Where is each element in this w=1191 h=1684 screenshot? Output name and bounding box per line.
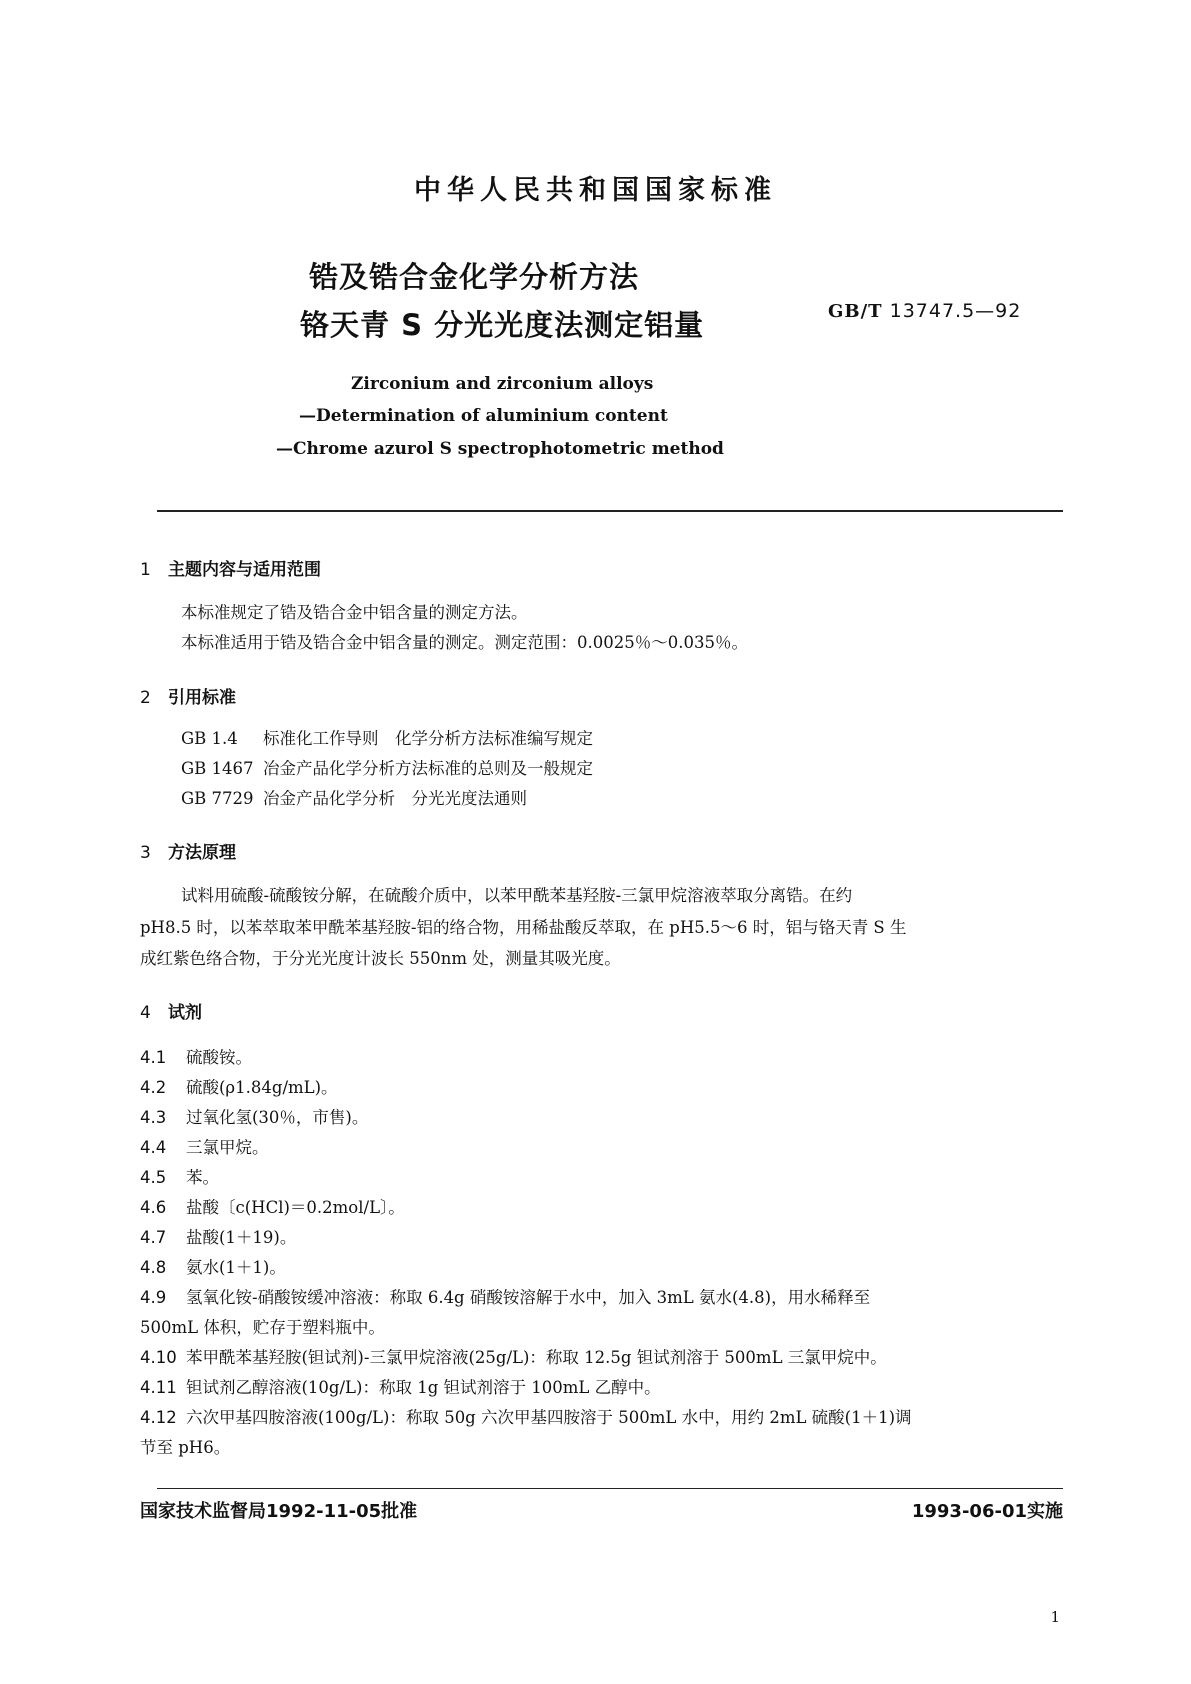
- section-number: 1: [140, 560, 151, 580]
- reference-title: 标准化工作导则 化学分析方法标准编写规定: [263, 729, 593, 748]
- reagent-item: [140, 1284, 870, 1308]
- header-divider: [157, 510, 1063, 512]
- reagent-text: 氨水(1＋1)。: [186, 1258, 286, 1277]
- section-number: 3: [140, 843, 151, 863]
- reagent-text: 盐酸〔c(HCl)＝0.2mol/L〕。: [186, 1198, 405, 1217]
- section-3-line: 试料用硫酸-硫酸铵分解，在硫酸介质中，以苯甲酰苯基羟胺-三氯甲烷溶液萃取分离锆。在约: [181, 886, 853, 905]
- section-title: 试剂: [168, 1003, 202, 1023]
- reagent-text: 六次甲基四胺溶液(100g/L)：称取 50g 六次甲基四胺溶于 500mL 水中，用约 2mL 硫酸(1＋1)调: [186, 1408, 912, 1427]
- section-number: 2: [140, 688, 151, 708]
- reagent-item: [140, 1254, 286, 1278]
- section-3-heading: [140, 838, 236, 863]
- reagent-continuation: 500mL 体积，贮存于塑料瓶中。: [140, 1318, 385, 1337]
- section-3-line: 成红紫色络合物，于分光光度计波长 550nm 处，测量其吸光度。: [140, 949, 621, 968]
- reference-code: GB 1.4: [181, 729, 238, 748]
- reagent-number: 4.6: [140, 1198, 167, 1217]
- reference-code: GB 1467: [181, 759, 254, 778]
- section-4-heading: [140, 998, 202, 1023]
- english-title-line2: —Determination of aluminium content: [299, 406, 668, 426]
- reagent-item: [140, 1344, 887, 1368]
- reagent-number: 4.5: [140, 1168, 167, 1187]
- reagent-number: 4.11: [140, 1378, 177, 1397]
- section-1-paragraph: 本标准适用于锆及锆合金中铝含量的测定。测定范围：0.0025％～0.035％。: [181, 633, 748, 652]
- reagent-item: [140, 1374, 661, 1398]
- reagent-number: 4.2: [140, 1078, 167, 1097]
- reference-row: [181, 729, 593, 749]
- reagent-text: 硫酸(ρ1.84g/mL)。: [186, 1078, 338, 1097]
- reagent-number: 4.9: [140, 1288, 167, 1307]
- reagent-number: 4.1: [140, 1048, 167, 1067]
- reagent-text: 苯甲酰苯基羟胺(钽试剂)-三氯甲烷溶液(25g/L)：称取 12.5g 钽试剂溶于 500mL 三氯甲烷中。: [186, 1348, 887, 1367]
- standard-code-prefix: GB/T: [828, 301, 883, 322]
- section-2-heading: [140, 683, 236, 708]
- page-number: 1: [1050, 1608, 1060, 1626]
- reagent-item: [140, 1224, 296, 1248]
- reference-title: 冶金产品化学分析 分光光度法通则: [263, 789, 527, 808]
- english-title-line1: Zirconium and zirconium alloys: [351, 374, 654, 394]
- reagent-text: 钽试剂乙醇溶液(10g/L)：称取 1g 钽试剂溶于 100mL 乙醇中。: [186, 1378, 661, 1397]
- reagent-text: 过氧化氢(30％，市售)。: [186, 1108, 369, 1127]
- implementation-date: 1993-06-01实施: [911, 1501, 1063, 1522]
- english-title-line3: —Chrome azurol S spectrophotometric method: [276, 439, 724, 459]
- reference-title: 冶金产品化学分析方法标准的总则及一般规定: [263, 759, 593, 778]
- section-1-paragraph: 本标准规定了锆及锆合金中铝含量的测定方法。: [181, 603, 528, 622]
- reagent-item: [140, 1134, 269, 1158]
- reagent-number: 4.12: [140, 1408, 177, 1427]
- reagent-number: 4.3: [140, 1108, 167, 1127]
- footer-divider: [157, 1488, 1063, 1489]
- standard-code: [828, 300, 1021, 322]
- reagent-number: 4.7: [140, 1228, 167, 1247]
- reagent-text: 三氯甲烷。: [186, 1138, 269, 1157]
- standard-code-number: 13747.5—92: [889, 300, 1022, 322]
- reagent-number: 4.4: [140, 1138, 167, 1157]
- reference-row: [181, 759, 593, 779]
- reagent-continuation: 节至 pH6。: [140, 1438, 231, 1457]
- reagent-number: 4.8: [140, 1258, 167, 1277]
- reagent-item: [140, 1164, 219, 1188]
- reagent-text: 盐酸(1＋19)。: [186, 1228, 297, 1247]
- reference-row: [181, 789, 527, 809]
- section-title: 主题内容与适用范围: [168, 560, 321, 580]
- reagent-item: [140, 1194, 405, 1218]
- approval-date: 国家技术监督局1992-11-05批准: [140, 1501, 418, 1522]
- national-standard-heading: 中华人民共和国国家标准: [414, 175, 777, 206]
- reagent-item: [140, 1404, 912, 1428]
- section-1-heading: [140, 555, 321, 580]
- section-3-line: pH8.5 时，以苯萃取苯甲酰苯基羟胺-铝的络合物，用稀盐酸反萃取，在 pH5.5～6 时，铝与铬天青 S 生: [140, 918, 907, 937]
- reagent-item: [140, 1074, 338, 1098]
- reagent-item: [140, 1104, 368, 1128]
- reagent-number: 4.10: [140, 1348, 177, 1367]
- section-number: 4: [140, 1003, 151, 1023]
- reference-code: GB 7729: [181, 789, 254, 808]
- reagent-text: 硫酸铵。: [186, 1048, 252, 1067]
- chinese-title-line2: 铬天青 S 分光光度法测定铝量: [300, 308, 705, 342]
- section-title: 引用标准: [168, 688, 236, 708]
- reagent-item: [140, 1044, 252, 1068]
- reagent-text: 苯。: [186, 1168, 219, 1187]
- reagent-text: 氢氧化铵-硝酸铵缓冲溶液：称取 6.4g 硝酸铵溶解于水中，加入 3mL 氨水(4.8)，用水稀释至: [186, 1288, 871, 1307]
- section-title: 方法原理: [168, 843, 236, 863]
- chinese-title-line1: 锆及锆合金化学分析方法: [309, 260, 640, 294]
